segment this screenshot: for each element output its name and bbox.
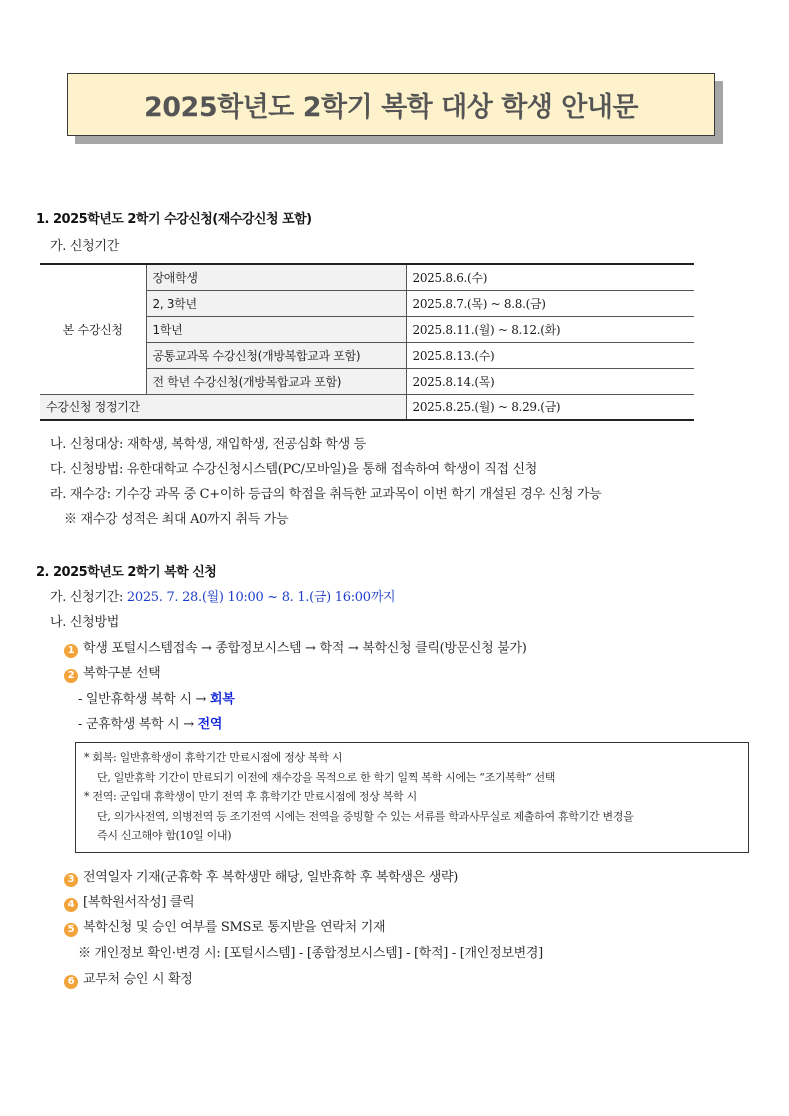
date-cell: 2025.8.13.(수) [406,342,694,368]
option-discharge [78,713,222,732]
section1-sub-c: 다. 신청방법: 유한대학교 수강신청시스템(PC/모바일)을 통해 접속하여 학생이 직접 신청 [50,462,538,477]
period-label: 가. 신청기간: [50,590,124,605]
step-text: 전역일자 기재(군휴학 후 복학생만 해당, 일반휴학 후 복학생은 생략) [83,870,459,885]
category-cell: 공통교과목 수강신청(개방복합교과 포함) [146,342,406,368]
category-cell: 장애학생 [146,264,406,290]
period-value: 2025. 7. 28.(월) 10:00 ~ 8. 1.(금) 16:00까지 [126,590,396,605]
option-restore [78,688,234,707]
date-cell: 2025.8.7.(목) ~ 8.8.(금) [406,290,694,316]
section2-heading: 2. 2025학년도 2학기 복학 신청 [36,565,217,580]
step-text: 복학구분 선택 [83,666,161,681]
step-number-badge: 3 [64,873,78,887]
option-prefix: - 군휴학생 복학 시 → [78,717,194,732]
step-number-badge: 4 [64,898,78,912]
step-text: [복학원서작성] 클릭 [83,895,195,910]
table-row [40,264,694,290]
note-box [75,742,749,853]
category-cell: 1학년 [146,316,406,342]
step-number-badge: 6 [64,975,78,989]
step-number-badge: 5 [64,923,78,937]
section2-sub-b: 나. 신청방법 [50,615,119,630]
section2-sub-a [50,586,395,605]
section1-heading: 1. 2025학년도 2학기 수강신청(재수강신청 포함) [36,212,312,227]
step-4 [64,891,194,912]
option-prefix: - 일반휴학생 복학 시 → [78,692,207,707]
date-cell: 2025.8.11.(월) ~ 8.12.(화) [406,316,694,342]
note-line: 단, 의가사전역, 의병전역 등 조기전역 시에는 전역을 증빙할 수 있는 서류를 학과사무실로 제출하여 휴학기간 변경을 [97,809,634,823]
step5-note: ※ 개인정보 확인·변경 시: [포털시스템] - [종합정보시스템] - [학적] - [개인정보변경] [78,946,543,961]
step-6 [64,968,193,989]
main-category-cell: 본 수강신청 [40,264,146,394]
step-number-badge: 2 [64,669,78,683]
step-number-badge: 1 [64,644,78,658]
section1-sub-a: 가. 신청기간 [50,239,119,254]
option-value: 전역 [197,717,223,732]
note-line: 즉시 신고해야 함(10일 이내) [97,829,232,842]
category-cell: 2, 3학년 [146,290,406,316]
section1-note-d: ※ 재수강 성적은 최대 A0까지 취득 가능 [64,512,289,527]
title-box [67,73,715,136]
step-text: 교무처 승인 시 확정 [83,972,193,987]
date-cell: 2025.8.25.(월) ~ 8.29.(금) [406,394,694,420]
option-value: 회복 [209,692,235,707]
step-1 [64,637,527,658]
step-5 [64,916,385,937]
step-text: 학생 포털시스템접속 → 종합정보시스템 → 학적 → 복학신청 클릭(방문신청 불가) [83,641,527,656]
date-cell: 2025.8.6.(수) [406,264,694,290]
date-cell: 2025.8.14.(목) [406,368,694,394]
schedule-table [40,263,694,421]
note-line: * 회복: 일반휴학생이 휴학기간 만료시점에 정상 복학 시 [84,751,343,764]
note-line: 단, 일반휴학 기간이 만료되기 이전에 재수강을 목적으로 한 학기 일찍 복학 시에는 “조기복학” 선택 [97,770,556,784]
page-title: 2025학년도 2학기 복학 대상 학생 안내문 [143,92,639,123]
correction-category-cell: 수강신청 정정기간 [40,394,406,420]
note-line: * 전역: 군입대 휴학생이 만기 전역 후 휴학기간 만료시점에 정상 복학 시 [84,790,417,803]
step-2 [64,662,160,683]
section1-sub-d: 라. 재수강: 기수강 과목 중 C+이하 등급의 학점을 취득한 교과목이 이번 학기 개설된 경우 신청 가능 [50,487,602,502]
table-row [40,394,694,420]
category-cell: 전 학년 수강신청(개방복합교과 포함) [146,368,406,394]
step-3 [64,866,458,887]
step-text: 복학신청 및 승인 여부를 SMS로 통지받을 연락처 기재 [83,920,386,935]
section1-sub-b: 나. 신청대상: 재학생, 복학생, 재입학생, 전공심화 학생 등 [50,437,366,452]
